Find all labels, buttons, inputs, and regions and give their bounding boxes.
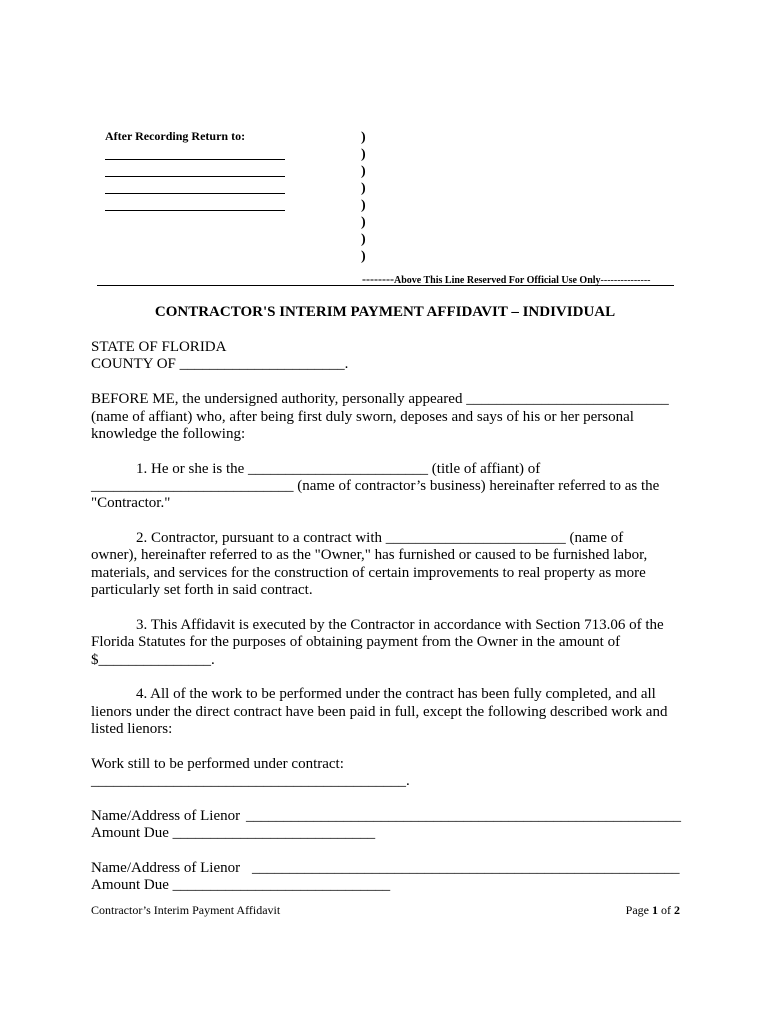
document-title: CONTRACTOR'S INTERIM PAYMENT AFFIDAVIT – INDIVIDUAL xyxy=(154,304,616,320)
page-current: 1 xyxy=(652,903,658,917)
para4-line-3: listed lienors: xyxy=(91,721,173,737)
lienor-2-amount[interactable]: Amount Due _____________________________ xyxy=(91,877,391,893)
work-label: Work still to be performed under contract: xyxy=(91,756,344,772)
para1-line-2[interactable]: ___________________________ (name of contractor’s business) hereinafter referred to as the xyxy=(91,478,660,494)
lienor-2-name-label: Name/Address of Lienor xyxy=(91,860,241,876)
paren-4: ) xyxy=(361,181,366,196)
work-blank[interactable]: __________________________________________. xyxy=(91,773,410,789)
county-line[interactable]: COUNTY OF ______________________. xyxy=(91,356,349,372)
page-total: 2 xyxy=(674,903,680,917)
para4-line-1: 4. All of the work to be performed under the contract has been fully completed, and all xyxy=(136,686,656,702)
para1-line-3: "Contractor." xyxy=(91,495,171,511)
paren-6: ) xyxy=(361,215,366,230)
para3-line-3[interactable]: $_______________. xyxy=(91,652,215,668)
return-line-3[interactable] xyxy=(105,193,285,194)
page-word: Page xyxy=(625,903,649,917)
para2-line-2: owner), hereinafter referred to as the "Owner," has furnished or caused to be furnished labor, xyxy=(91,547,648,563)
official-use-rule xyxy=(97,285,674,286)
return-line-1[interactable] xyxy=(105,159,285,160)
before-me-line-3: knowledge the following: xyxy=(91,426,246,442)
para3-line-2: Florida Statutes for the purposes of obtaining payment from the Owner in the amount of xyxy=(91,634,621,650)
para2-line-1[interactable]: 2. Contractor, pursuant to a contract with ________________________ (name of xyxy=(136,530,624,546)
para3-line-1: 3. This Affidavit is executed by the Contractor in accordance with Section 713.06 of the xyxy=(136,617,664,633)
official-dashes-right: --------------- xyxy=(600,275,651,286)
official-use-text: Above This Line Reserved For Official Use Only xyxy=(393,275,601,286)
before-me-line-2: (name of affiant) who, after being first duly sworn, deposes and says of his or her personal xyxy=(91,409,634,425)
paren-2: ) xyxy=(361,147,366,162)
paren-5: ) xyxy=(361,198,366,213)
para2-line-4: particularly set forth in said contract. xyxy=(91,582,313,598)
para2-line-3: materials, and services for the construction of certain improvements to real property as more xyxy=(91,565,646,581)
paren-8: ) xyxy=(361,249,366,264)
lienor-1-name-blank[interactable]: __________________________________________________________ xyxy=(246,808,681,824)
footer-title: Contractor’s Interim Payment Affidavit xyxy=(91,903,281,917)
lienor-1-amount[interactable]: Amount Due ___________________________ xyxy=(91,825,376,841)
official-dashes-left: -------- xyxy=(362,272,394,286)
page-number xyxy=(626,903,680,918)
lienor-2-name-blank[interactable]: _________________________________________________________ xyxy=(252,860,680,876)
of-word: of xyxy=(661,903,671,917)
para1-line-1[interactable]: 1. He or she is the ________________________ (title of affiant) of xyxy=(136,461,541,477)
return-line-2[interactable] xyxy=(105,176,285,177)
before-me-line-1[interactable]: BEFORE ME, the undersigned authority, personally appeared ___________________________ xyxy=(91,391,669,407)
paren-7: ) xyxy=(361,232,366,247)
lienor-1-name-label: Name/Address of Lienor xyxy=(91,808,241,824)
return-line-4[interactable] xyxy=(105,210,285,211)
para4-line-2: lienors under the direct contract have been paid in full, except the following described work and xyxy=(91,704,668,720)
lienor-1-name-row xyxy=(91,808,681,826)
lienor-2-name-row xyxy=(91,860,680,878)
paren-3: ) xyxy=(361,164,366,179)
state-line: STATE OF FLORIDA xyxy=(91,339,227,355)
return-to-label: After Recording Return to: xyxy=(105,129,246,143)
paren-1: ) xyxy=(361,130,366,145)
